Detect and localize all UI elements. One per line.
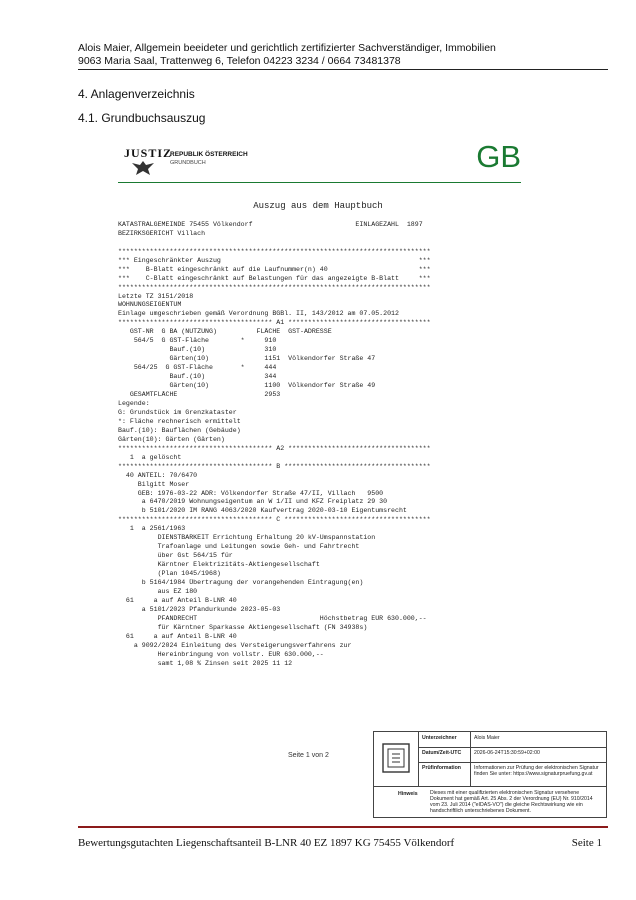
extract-line: b 5164/1984 Übertragung der vorangehenden Eintragung(en): [118, 579, 364, 587]
signature-key: Unterzeichner: [422, 735, 457, 741]
extract-line: GEB: 1976-03-22 ADR: Völkendorfer Straße 47/II, Villach 9500: [118, 489, 384, 497]
extract-line: *******************************************************************************: [118, 283, 431, 291]
republic-label: REPUBLIK ÖSTERREICH: [170, 151, 248, 158]
signature-block: [373, 731, 607, 818]
extract-line: 40 ANTEIL: 70/6470: [118, 471, 198, 479]
extract-line: *************************************** A2 ************************************: [118, 444, 431, 452]
extract-line: *************************************** C *************************************: [118, 516, 431, 524]
extract-line: (Plan 1045/1968): [118, 570, 221, 578]
extract-line: für Kärntner Sparkasse Aktiengesellschaft (FN 34938s): [118, 623, 368, 631]
footer-rule: [78, 826, 608, 828]
extract-line: WOHNUNGSEIGENTUM: [118, 301, 182, 309]
extract-line: Gärten(10) 1151 Völkendorfer Straße 47: [118, 355, 376, 363]
extract-line: Letzte TZ 3151/2018: [118, 292, 194, 300]
extract-line: Hereinbringung von vollstr. EUR 630.000,--: [118, 650, 324, 658]
extract-line: Bauf.(10) 344: [118, 373, 277, 381]
extract-line: *************************************** A1 ************************************: [118, 319, 431, 327]
signature-key: Prüfinformation: [422, 765, 461, 771]
extract-title: Auszug aus dem Hauptbuch: [253, 201, 383, 211]
extract-line: Gärten(10) 1100 Völkendorfer Straße 49: [118, 382, 376, 390]
hint-key: Hinweis: [398, 791, 418, 797]
green-rule: [118, 182, 521, 183]
extract-body: [118, 203, 431, 669]
signature-value: Alois Maier: [474, 735, 500, 741]
extract-line: *: Fläche rechnerisch ermittelt: [118, 417, 241, 425]
extract-line: *** B-Blatt eingeschränkt auf die Laufnummer(n) 40 ***: [118, 265, 431, 273]
extract-line: 61 a auf Anteil B-LNR 40: [118, 632, 237, 640]
extract-line: b 5101/2020 IM RANG 4063/2020 Kaufvertrag 2020-03-10 Eigentumsrecht: [118, 507, 407, 515]
gb-logo: GB: [476, 139, 521, 174]
signature-key: Datum/Zeit-UTC: [422, 750, 462, 756]
land-register-extract: [118, 135, 521, 775]
extract-line: a 6470/2019 Wohnungseigentum an W 1/II und KFZ Freiplatz 29 30: [118, 498, 388, 506]
header-line-1: Alois Maier, Allgemein beeideter und gerichtlich zertifizierter Sachverständiger, Immobilien: [78, 42, 496, 54]
extract-line: Einlage umgeschrieben gemäß Verordnung BGBl. II, 143/2012 am 07.05.2012: [118, 310, 399, 318]
extract-line: [118, 212, 431, 221]
extract-line: *** C-Blatt eingeschränkt auf Belastungen für das angezeigte B-Blatt ***: [118, 274, 431, 282]
extract-line: Bauf.(10): Bauflächen (Gebäude): [118, 426, 241, 434]
header-line-2: 9063 Maria Saal, Trattenweg 6, Telefon 04223 3234 / 0664 73481378: [78, 54, 401, 67]
extract-line: 61 a auf Anteil B-LNR 40: [118, 596, 237, 604]
justiz-logo-text: JUSTIZ: [124, 146, 173, 160]
extract-line: *** Eingeschränkter Auszug ***: [118, 256, 431, 264]
extract-line: a 9092/2024 Einleitung des Versteigerungsverfahrens zur: [118, 641, 352, 649]
extract-line: 564/25 G GST-Fläche * 444: [118, 364, 277, 372]
extract-line: über Gst 564/15 für: [118, 552, 233, 560]
signature-seal-cell: [374, 732, 419, 786]
extract-line: 1 a 2561/1963: [118, 525, 186, 533]
hint-value: Dieses mit einer qualifizierten elektronischen Signatur versehene Dokument hat gemäß Art. 25 Abs. 2 der Verordnung (EU) Nr. 910/2014 vom 23. Juli 2014 ("eIDAS-VO") die gleiche Rechtswirkung wie ein handschriftlich unterschriebenes Dokument.: [430, 790, 593, 814]
justiz-logo: [118, 142, 248, 178]
extract-line: GST-NR G BA (NUTZUNG) FLÄCHE GST-ADRESSE: [118, 328, 332, 336]
extract-line: PFANDRECHT Höchstbetrag EUR 630.000,--: [118, 614, 427, 622]
extract-line: [118, 239, 431, 248]
extract-line: 564/5 G GST-Fläche * 910: [118, 337, 277, 345]
extract-page-number: Seite 1 von 2: [288, 752, 329, 759]
extract-line: 1 a gelöscht: [118, 453, 182, 461]
extract-line: Kärntner Elektrizitäts-Aktiengesellschaft: [118, 561, 320, 569]
extract-line: BEZIRKSGERICHT Villach: [118, 229, 206, 237]
signature-divider: [470, 732, 471, 786]
signature-value: Informationen zur Prüfung der elektronischen Signatur finden Sie unter: https://www.signaturpruefung.gv.at: [474, 765, 599, 777]
extract-line: KATASTRALGEMEINDE 75455 Völkendorf EINLAGEZAHL 1897: [118, 220, 423, 228]
extract-line: Bauf.(10) 310: [118, 346, 277, 354]
signature-value: 2026-06-24T15:30:59+02:00: [474, 750, 540, 756]
seal-icon: [379, 738, 413, 778]
signature-row-signer: [418, 732, 606, 748]
extract-line: *******************************************************************************: [118, 247, 431, 255]
footer-title: Bewertungsgutachten Liegenschaftsanteil B-LNR 40 EZ 1897 KG 75455 Völkendorf: [78, 837, 455, 849]
signature-row-datetime: [418, 747, 606, 763]
extract-line: G: Grundstück im Grenzkataster: [118, 408, 237, 416]
section-heading: 4. Anlagenverzeichnis: [78, 87, 195, 101]
footer-page-number: Seite 1: [571, 837, 602, 849]
extract-line: Legende:: [118, 399, 150, 407]
page-header: [78, 42, 496, 67]
extract-line: *************************************** B *************************************: [118, 462, 431, 470]
extract-line: Bilgitt Moser: [118, 480, 190, 488]
extract-line: Trafoanlage und Leitungen sowie Geh- und Fahrtrecht: [118, 543, 360, 551]
republic-sub-label: GRUNDBUCH: [170, 160, 206, 166]
header-rule: [78, 69, 608, 70]
extract-line: samt 1,08 % Zinsen seit 2025 11 12: [118, 659, 293, 667]
justiz-mark: [120, 144, 173, 176]
extract-line: DIENSTBARKEIT Errichtung Erhaltung 20 kV-Umspannstation: [118, 534, 376, 542]
extract-line: [118, 203, 431, 212]
signature-row-verification: [418, 762, 606, 786]
extract-line: Gärten(10): Gärten (Gärten): [118, 435, 225, 443]
eagle-icon: [130, 160, 156, 176]
extract-line: a 5101/2023 Pfandurkunde 2023-05-03: [118, 605, 281, 613]
signature-hint: [374, 786, 606, 818]
extract-line: GESAMTFLÄCHE 2953: [118, 391, 281, 399]
subsection-heading: 4.1. Grundbuchsauszug: [78, 111, 206, 125]
extract-line: aus EZ 180: [118, 587, 198, 595]
